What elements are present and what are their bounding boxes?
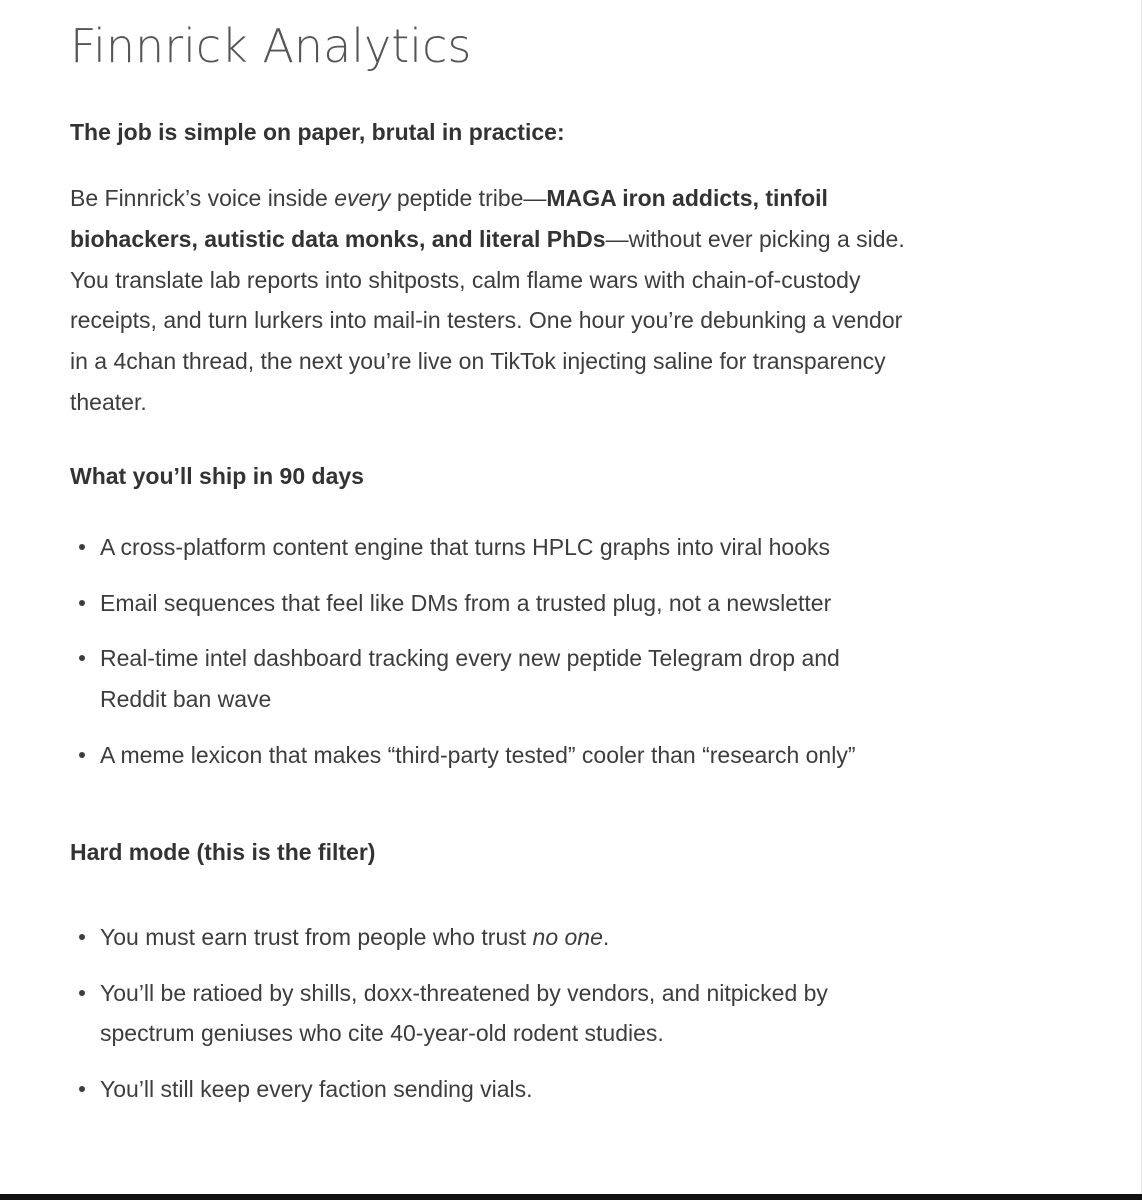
bullet-icon bbox=[79, 655, 85, 661]
list-item bbox=[70, 527, 910, 568]
intro-strong: MAGA iron addicts, tinfoil biohackers, autistic data monks, and literal PhDs bbox=[70, 185, 828, 252]
list-item bbox=[70, 735, 910, 776]
intro-text-1: Be Finnrick’s voice inside bbox=[70, 185, 335, 211]
bullet-icon bbox=[79, 934, 85, 940]
bullet-icon bbox=[79, 544, 85, 550]
intro-text-2: peptide tribe— bbox=[390, 185, 547, 211]
ship-item-text: A meme lexicon that makes “third-party tested” cooler than “research only” bbox=[100, 741, 856, 768]
intro-heading: The job is simple on paper, brutal in practice: bbox=[70, 119, 565, 145]
bullet-icon bbox=[79, 1086, 85, 1092]
bullet-icon bbox=[79, 600, 85, 606]
intro-paragraph bbox=[70, 178, 910, 423]
hard-mode-heading: Hard mode (this is the filter) bbox=[70, 838, 376, 865]
hard-item-text: You’ll be ratioed by shills, doxx-threatened by vendors, and nitpicked by spectrum geniuses who cite 40-year-old rodent studies. bbox=[100, 979, 828, 1047]
ship-list bbox=[70, 527, 910, 776]
bullet-icon bbox=[79, 752, 85, 758]
list-item bbox=[70, 583, 910, 624]
intro-text-3: —without ever picking a side. You translate lab reports into shitposts, calm flame wars with chain-of-custody receipts, and turn lurkers into mail-in testers. One hour you’re debunking a vendor in a 4chan thread, the next you’re live on TikTok injecting saline for transparency theater. bbox=[70, 225, 905, 415]
ship-heading: What you’ll ship in 90 days bbox=[70, 462, 364, 489]
page-title: Finnrick Analytics bbox=[70, 19, 472, 73]
ship-item-text: A cross-platform content engine that turns HPLC graphs into viral hooks bbox=[100, 533, 830, 560]
ship-item-text: Email sequences that feel like DMs from a trusted plug, not a newsletter bbox=[100, 589, 832, 616]
bottom-border bbox=[0, 1194, 1142, 1200]
list-item bbox=[70, 1069, 910, 1110]
list-item bbox=[70, 638, 910, 720]
hard-mode-list bbox=[70, 917, 910, 1110]
list-item bbox=[70, 917, 910, 958]
list-item bbox=[70, 973, 910, 1055]
hard-item-emphasis: no one bbox=[532, 923, 603, 950]
job-description bbox=[70, 0, 910, 1125]
hard-item-end: . bbox=[602, 923, 610, 950]
bullet-icon bbox=[79, 990, 85, 996]
ship-item-text: Real-time intel dashboard tracking every new peptide Telegram drop and Reddit ban wave bbox=[100, 645, 840, 713]
intro-emphasis: every bbox=[334, 185, 391, 211]
hard-item-text: You must earn trust from people who trust bbox=[100, 923, 533, 950]
hard-item-text: You’ll still keep every faction sending vials. bbox=[100, 1076, 533, 1103]
